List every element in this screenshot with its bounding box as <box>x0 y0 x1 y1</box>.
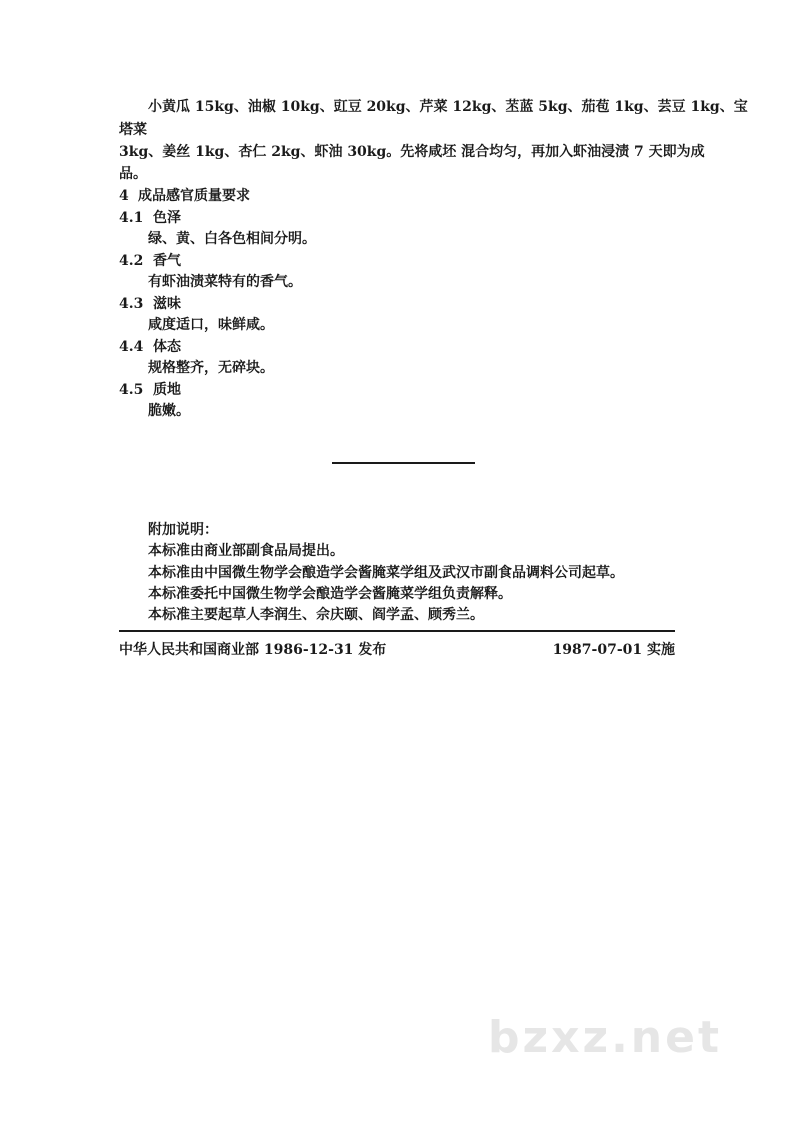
item-4-1-body: 绿、黄、白各色相间分明。 <box>148 231 316 247</box>
item-4-2-body: 有虾油渍菜特有的香气。 <box>148 274 302 290</box>
item-4-5-title: 质地 <box>153 382 181 398</box>
item-4-4-number: 4.4 <box>119 339 144 355</box>
item-4-3-number: 4.3 <box>119 296 144 312</box>
item-4-1-number: 4.1 <box>119 210 144 226</box>
item-4-3-title: 滋味 <box>153 296 181 312</box>
effective-date: 1987-07-01 实施 <box>552 642 675 658</box>
notes-line-3: 本标准委托中国微生物学会酿造学会酱腌菜学组负责解释。 <box>148 586 512 602</box>
item-4-2-title: 香气 <box>153 253 181 269</box>
notes-line-1: 本标准由商业部副食品局提出。 <box>148 543 344 559</box>
notes-line-4: 本标准主要起草人李润生、佘庆颐、阎学孟、顾秀兰。 <box>148 607 484 623</box>
item-4-4-title: 体态 <box>153 339 181 355</box>
issue-date: 中华人民共和国商业部 1986-12-31 发布 <box>119 642 387 658</box>
notes-heading: 附加说明： <box>148 522 218 538</box>
watermark: bzxz.net <box>487 1012 722 1063</box>
item-4-5-body: 脆嫩。 <box>148 403 190 419</box>
item-4-2-number: 4.2 <box>119 253 144 269</box>
recipe-line-2: 塔菜 <box>119 122 147 138</box>
item-4-1-title: 色泽 <box>153 210 181 226</box>
section-4-number: 4 <box>119 188 129 204</box>
section-4-title: 成品感官质量要求 <box>138 188 250 204</box>
recipe-line-1: 小黄瓜 15kg、油椒 10kg、豇豆 20kg、芹菜 12kg、苤蓝 5kg、茄苞 1kg、芸豆 1kg、宝 <box>148 99 748 115</box>
item-4-5-number: 4.5 <box>119 382 144 398</box>
section-divider <box>332 462 475 464</box>
notes-line-2: 本标准由中国微生物学会酿造学会酱腌菜学组及武汉市副食品调料公司起草。 <box>148 565 624 581</box>
footer-divider <box>119 630 675 632</box>
item-4-3-body: 咸度适口，味鲜咸。 <box>148 317 274 333</box>
item-4-4-body: 规格整齐，无碎块。 <box>148 360 274 376</box>
recipe-line-3: 3kg、姜丝 1kg、杏仁 2kg、虾油 30kg。先将咸坯 混合均匀，再加入虾油浸渍 7 天即为成 <box>119 144 705 160</box>
recipe-line-4: 品。 <box>119 166 147 182</box>
